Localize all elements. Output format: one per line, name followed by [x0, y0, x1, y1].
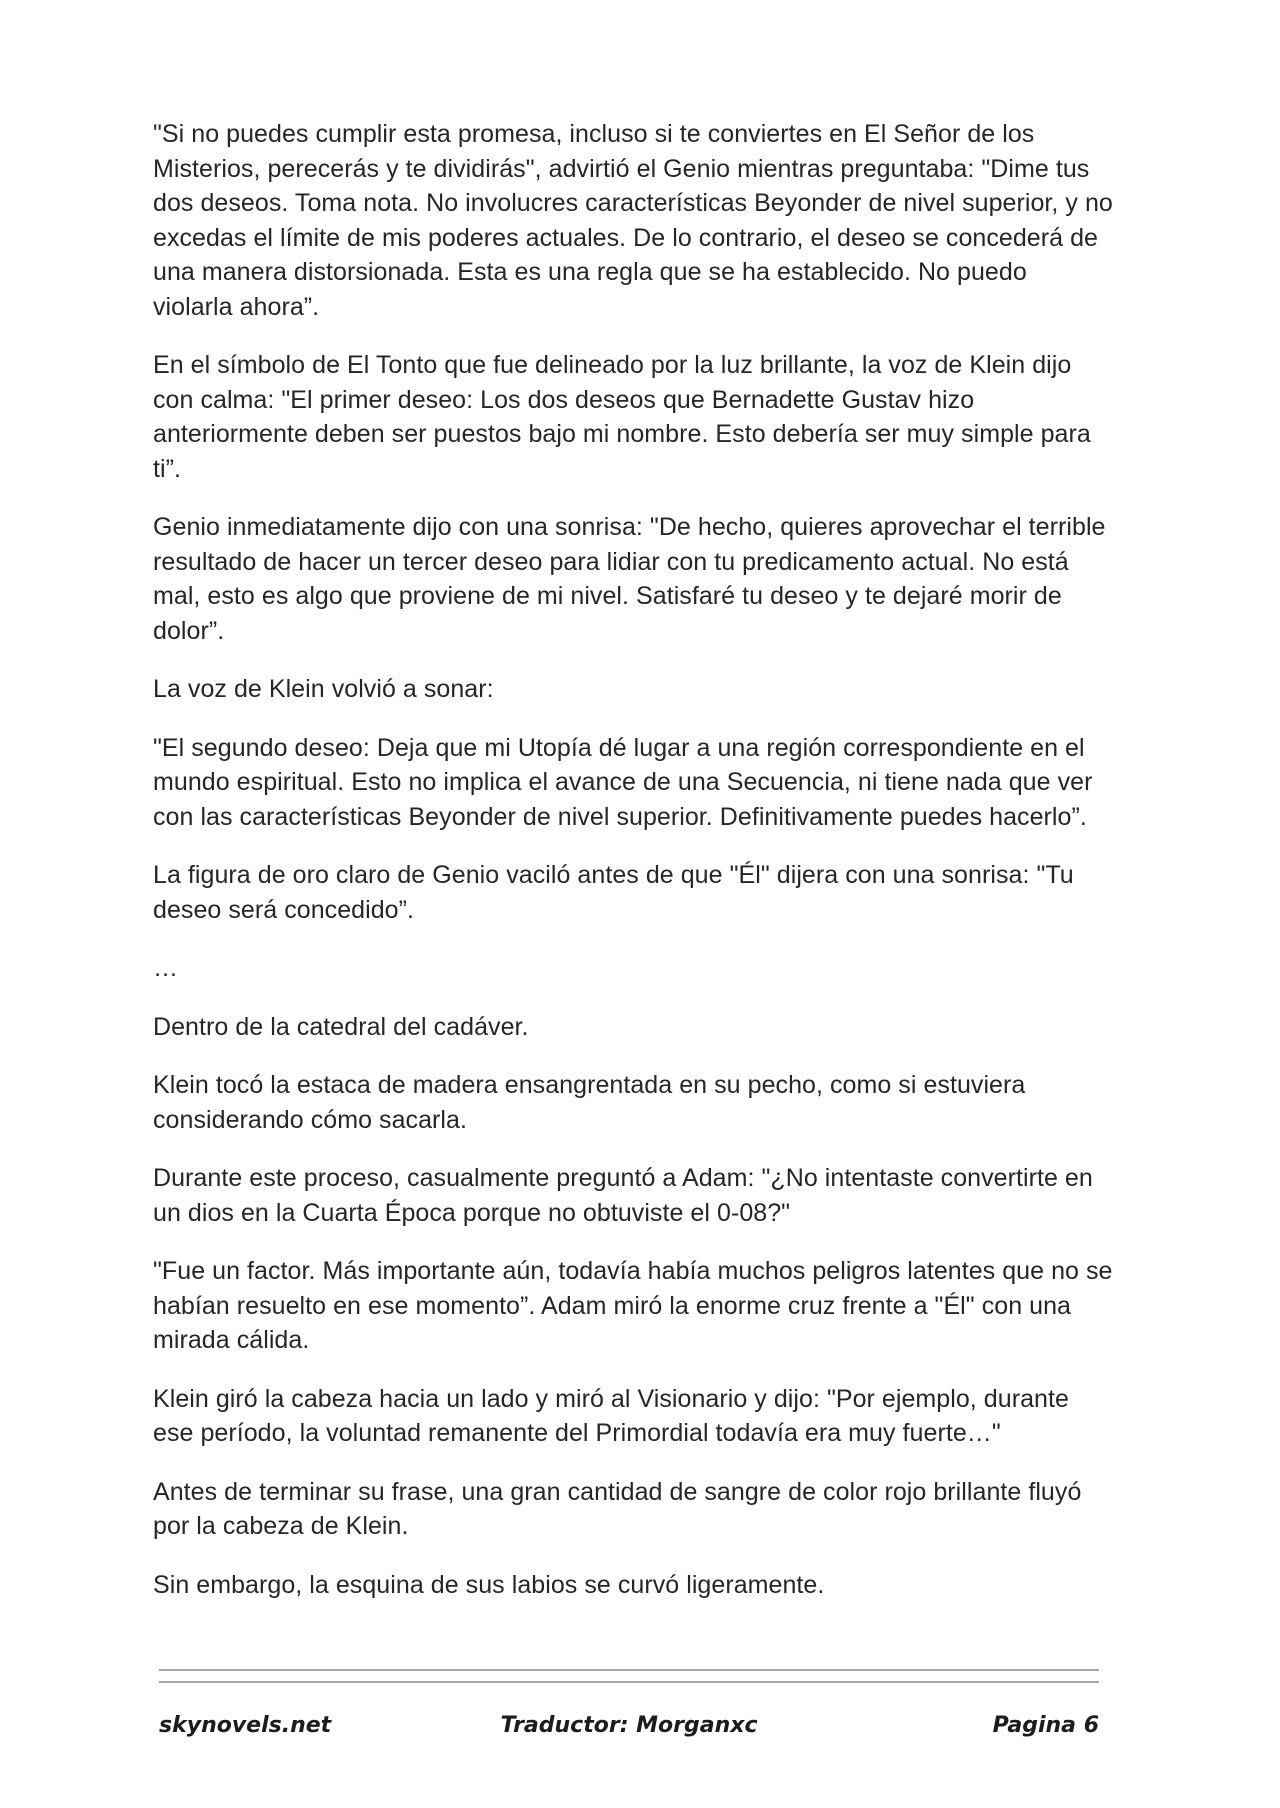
paragraph: "Si no puedes cumplir esta promesa, incluso si te conviertes en El Señor de los Misterios, perecerás y te dividirás", advirtió el Genio mientras preguntaba: "Dime tus dos deseos. Toma nota. No involucres características Beyonder de nivel superior, y no excedas el límite de mis poderes actuales. De lo contrario, el deseo se concederá de una manera distorsionada. Esta es una regla que se ha establecido. No puedo violarla ahora”.: [153, 120, 1113, 321]
footer-divider: [159, 1669, 1099, 1683]
paragraph: "El segundo deseo: Deja que mi Utopía dé lugar a una región correspondiente en el mundo espiritual. Esto no implica el avance de una Secuencia, ni tiene nada que ver con las características Beyonder de nivel superior. Definitivamente puedes hacerlo”.: [153, 733, 1093, 831]
footer-site: skynovels.net: [159, 1713, 332, 1738]
paragraph: Durante este proceso, casualmente preguntó a Adam: "¿No intentaste convertirte en un dios en la Cuarta Época porque no obtuviste el 0-08?": [153, 1164, 1093, 1227]
paragraph: Sin embargo, la esquina de sus labios se curvó ligeramente.: [153, 1570, 825, 1599]
paragraph: La voz de Klein volvió a sonar:: [153, 675, 494, 703]
footer-rule-bottom: [159, 1681, 1099, 1683]
paragraph: Dentro de la catedral del cadáver.: [153, 1012, 529, 1041]
paragraph: Antes de terminar su frase, una gran cantidad de sangre de color rojo brillante fluyó por la cabeza de Klein.: [153, 1477, 1082, 1540]
paragraph: Klein giró la cabeza hacia un lado y miró al Visionario y dijo: "Por ejemplo, durante ese período, la voluntad remanente del Primordial todavía era muy fuerte…": [153, 1384, 1069, 1447]
footer-rule-top: [159, 1669, 1099, 1671]
body-text: [153, 117, 1113, 1626]
paragraph: En el símbolo de El Tonto que fue delineado por la luz brillante, la voz de Klein dijo con calma: "El primer deseo: Los dos deseos que Bernadette Gustav hizo anteriormente deben ser puestos bajo mi nombre. Esto debería ser muy simple para ti”.: [153, 351, 1091, 483]
paragraph: Klein tocó la estaca de madera ensangrentada en su pecho, como si estuviera considerando cómo sacarla.: [153, 1071, 1026, 1134]
paragraph: La figura de oro claro de Genio vaciló antes de que "Él" dijera con una sonrisa: "Tu deseo será concedido”.: [153, 861, 1074, 924]
footer-translator: Traductor: Morganxc: [500, 1713, 758, 1738]
page-footer: [159, 1713, 1099, 1745]
paragraph: Genio inmediatamente dijo con una sonrisa: "De hecho, quieres aprovechar el terrible resultado de hacer un tercer deseo para lidiar con tu predicamento actual. No está mal, esto es algo que proviene de mi nivel. Satisfaré tu deseo y te dejaré morir de dolor”.: [153, 513, 1106, 645]
paragraph: "Fue un factor. Más importante aún, todavía había muchos peligros latentes que no se habían resuelto en ese momento”. Adam miró la enorme cruz frente a "Él" con una mirada cálida.: [153, 1257, 1113, 1354]
footer-page-number: Pagina 6: [992, 1713, 1099, 1738]
paragraph: …: [153, 954, 179, 982]
